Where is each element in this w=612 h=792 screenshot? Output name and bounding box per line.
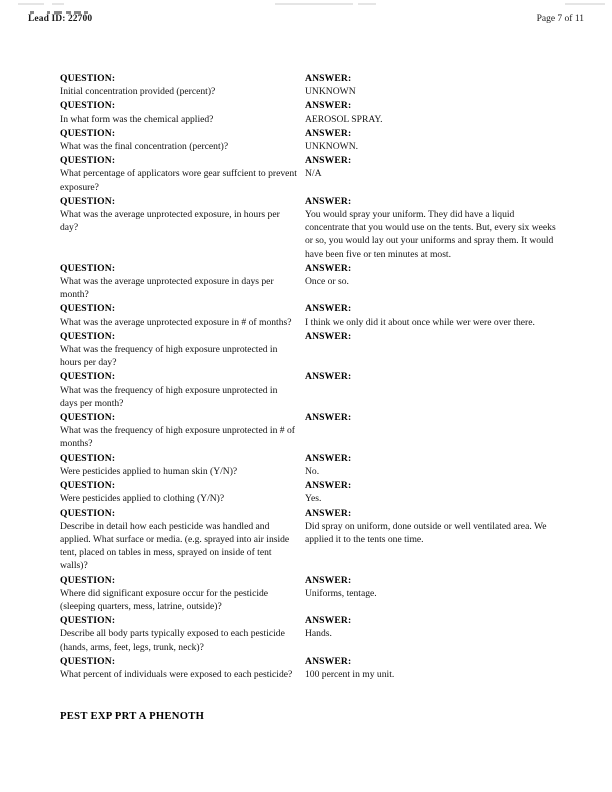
question-label: QUESTION:: [60, 262, 116, 274]
answer-label: ANSWER:: [305, 330, 352, 342]
question-text: What was the frequency of high exposure unprotected in days per month?: [60, 384, 278, 409]
question-cell: [60, 99, 305, 125]
answer-cell: [305, 411, 560, 424]
qa-row: [60, 411, 560, 451]
question-cell: [60, 655, 305, 681]
question-text: What was the final concentration (percent)?: [60, 141, 229, 153]
lead-id: Lead ID: 22700: [28, 14, 93, 24]
scan-artifact: [275, 3, 353, 5]
answer-cell: [305, 99, 560, 125]
answer-label: ANSWER:: [305, 303, 352, 315]
question-text: In what form was the chemical applied?: [60, 113, 214, 125]
answer-text: You would spray your uniform. They did have a liquid concentrate that you would use on the tents. But, every six weeks or so, you would lay out your uniforms and spray them. It would have been five or ten minutes at most.: [305, 209, 556, 260]
qa-row: [60, 330, 560, 370]
question-text: Initial concentration provided (percent)?: [60, 86, 216, 98]
qa-row: [60, 370, 560, 410]
question-label: QUESTION:: [60, 507, 116, 519]
question-cell: [60, 370, 305, 410]
question-text: Where did significant exposure occur for the pesticide (sleeping quarters, mess, latrine, outside)?: [60, 587, 269, 612]
scan-artifact: [52, 3, 64, 5]
answer-cell: [305, 72, 560, 98]
answer-label: ANSWER:: [305, 507, 352, 519]
question-cell: [60, 507, 305, 573]
answer-text: Yes.: [305, 493, 322, 505]
answer-label: ANSWER:: [305, 262, 352, 274]
question-text: Were pesticides applied to human skin (Y/N)?: [60, 465, 238, 477]
answer-text: Hands.: [305, 628, 332, 640]
answer-text: AEROSOL SPRAY.: [305, 113, 383, 125]
question-text: What percentage of applicators wore gear suffcient to prevent exposure?: [60, 168, 297, 193]
qa-row: [60, 479, 560, 505]
qa-row: [60, 262, 560, 302]
question-cell: [60, 411, 305, 451]
answer-label: ANSWER:: [305, 371, 352, 383]
answer-label: ANSWER:: [305, 195, 352, 207]
question-label: QUESTION:: [60, 195, 116, 207]
question-cell: [60, 127, 305, 153]
answer-text: Did spray on uniform, done outside or well ventilated area. We applied it to the tents one time.: [305, 520, 547, 545]
question-text: What was the frequency of high exposure unprotected in # of months?: [60, 425, 295, 450]
answer-label: ANSWER:: [305, 100, 352, 112]
answer-text: 100 percent in my unit.: [305, 668, 395, 680]
scan-artifact: [18, 3, 44, 5]
question-label: QUESTION:: [60, 303, 116, 315]
question-label: QUESTION:: [60, 412, 116, 424]
question-label: QUESTION:: [60, 480, 116, 492]
question-cell: [60, 302, 305, 328]
answer-cell: [305, 302, 560, 328]
question-label: QUESTION:: [60, 155, 116, 167]
answer-label: ANSWER:: [305, 412, 352, 424]
answer-cell: [305, 452, 560, 478]
question-label: QUESTION:: [60, 100, 116, 112]
question-cell: [60, 330, 305, 370]
answer-text: I think we only did it about once while wer were over there.: [305, 316, 535, 328]
answer-cell: [305, 330, 560, 343]
qa-row: [60, 99, 560, 125]
question-label: QUESTION:: [60, 615, 116, 627]
answer-cell: [305, 614, 560, 640]
qa-row: [60, 507, 560, 573]
qa-row: [60, 195, 560, 261]
answer-cell: [305, 507, 560, 547]
question-text: Describe in detail how each pesticide was handled and applied. What surface or media. (e.g. sprayed into air inside tent, placed on tables in mess, sprayed on inside of tent walls)?: [60, 520, 290, 572]
answer-cell: [305, 262, 560, 288]
qa-row: [60, 655, 560, 681]
scan-artifact: [358, 3, 376, 5]
qa-row: [60, 452, 560, 478]
answer-cell: [305, 479, 560, 505]
answer-label: ANSWER:: [305, 655, 352, 667]
qa-row: [60, 574, 560, 614]
question-label: QUESTION:: [60, 452, 116, 464]
answer-label: ANSWER:: [305, 480, 352, 492]
question-text: Describe all body parts typically exposed to each pesticide (hands, arms, feet, legs, trunk, neck)?: [60, 628, 285, 653]
answer-text: UNKNOWN.: [305, 141, 359, 153]
qa-row: [60, 614, 560, 654]
answer-cell: [305, 195, 560, 261]
answer-cell: [305, 370, 560, 383]
answer-label: ANSWER:: [305, 452, 352, 464]
answer-cell: [305, 154, 560, 180]
answer-text: N/A: [305, 168, 322, 180]
qa-list: [60, 72, 560, 682]
answer-label: ANSWER:: [305, 155, 352, 167]
answer-label: ANSWER:: [305, 615, 352, 627]
question-label: QUESTION:: [60, 655, 116, 667]
answer-text: Once or so.: [305, 276, 349, 288]
question-cell: [60, 262, 305, 302]
answer-text: No.: [305, 465, 320, 477]
question-label: QUESTION:: [60, 330, 116, 342]
question-text: Were pesticides applied to clothing (Y/N)?: [60, 493, 225, 505]
answer-cell: [305, 127, 560, 153]
question-text: What percent of individuals were exposed to each pesticide?: [60, 668, 293, 680]
question-cell: [60, 614, 305, 654]
qa-row: [60, 127, 560, 153]
answer-text: UNKNOWN: [305, 86, 356, 98]
question-label: QUESTION:: [60, 73, 116, 84]
scan-artifact: [565, 3, 605, 5]
form-code: PEST EXP PRT A PHENOTH: [60, 711, 205, 722]
page-number: Page 7 of 11: [536, 14, 584, 24]
answer-text: Uniforms, tentage.: [305, 587, 377, 599]
question-text: What was the average unprotected exposure in # of months?: [60, 316, 292, 328]
question-cell: [60, 154, 305, 194]
question-label: QUESTION:: [60, 574, 116, 586]
question-text: What was the average unprotected exposure, in hours per day?: [60, 209, 280, 234]
question-cell: [60, 72, 305, 98]
question-text: What was the average unprotected exposure in days per month?: [60, 276, 274, 301]
answer-cell: [305, 574, 560, 600]
qa-row: [60, 154, 560, 194]
question-label: QUESTION:: [60, 371, 116, 383]
answer-label: ANSWER:: [305, 127, 352, 139]
question-cell: [60, 574, 305, 614]
question-text: What was the frequency of high exposure unprotected in hours per day?: [60, 344, 278, 369]
question-cell: [60, 195, 305, 235]
answer-cell: [305, 655, 560, 681]
question-cell: [60, 479, 305, 505]
question-cell: [60, 452, 305, 478]
qa-row: [60, 302, 560, 328]
document-header: [28, 14, 584, 28]
qa-row: [60, 72, 560, 98]
answer-label: ANSWER:: [305, 574, 352, 586]
question-label: QUESTION:: [60, 127, 116, 139]
answer-label: ANSWER:: [305, 73, 352, 84]
